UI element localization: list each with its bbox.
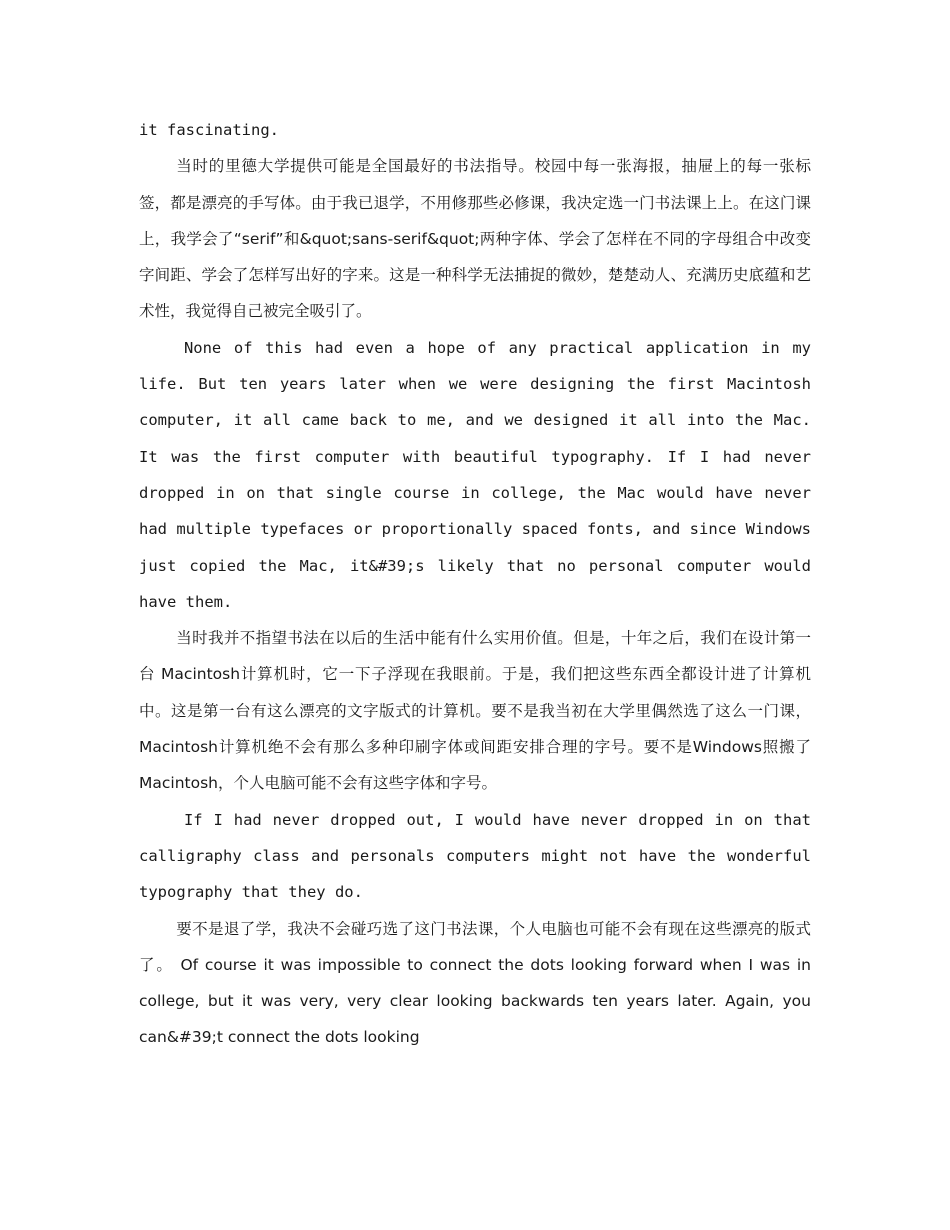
paragraph-chinese-macintosh: 当时我并不指望书法在以后的生活中能有什么实用价值。但是，十年之后，我们在设计第一台 Macintosh计算机时，它一下子浮现在我眼前。于是，我们把这些东西全都设计进了计算机中。这是第一台有这么漂亮的文字版式的计算机。要不是我当初在大学里偶然选了这么一门课，Macintosh计算机绝不会有那么多种印刷字体或间距安排合理的字号。要不是Windows照搬了 Macintosh，个人电脑可能不会有这些字体和字号。 bbox=[139, 629, 811, 793]
paragraph-english-macintosh: None of this had even a hope of any practical application in my life. But ten years later when we were designing the first Macintosh computer, it all came back to me, and we designed it all into the Mac. It was the first computer with beautiful typography. If I had never dropped in on that single course in college, the Mac would have never had multiple typefaces or proportionally spaced fonts, and since Windows just copied the Mac, it&#39;s likely that no personal computer would have them. bbox=[139, 338, 811, 611]
paragraph-english-dropped-out: If I had never dropped out, I would have never dropped in on that calligraphy class and personals computers might not have the wonderful typography that they do. bbox=[139, 810, 811, 902]
paragraph-continuation: it fascinating. bbox=[139, 121, 279, 139]
paragraph-mixed-connect-dots: 要不是退了学，我决不会碰巧选了这门书法课，个人电脑也可能不会有现在这些漂亮的版式了。 Of course it was impossible to connect the dots looking forward when I was in college, but it was very, very clear looking backwards ten years later. Again, you can&#39;t connect the dots looking bbox=[139, 919, 811, 1047]
paragraph-chinese-calligraphy: 当时的里德大学提供可能是全国最好的书法指导。校园中每一张海报，抽屉上的每一张标签，都是漂亮的手写体。由于我已退学，不用修那些必修课，我决定选一门书法课上上。在这门课上，我学会了“serif”和&quot;sans-serif&quot;两种字体、学会了怎样在不同的字母组合中改变字间距、学会了怎样写出好的字来。这是一种科学无法捕捉的微妙，楚楚动人、充满历史底蕴和艺术性，我觉得自己被完全吸引了。 bbox=[139, 157, 811, 321]
document-body bbox=[139, 112, 811, 1056]
